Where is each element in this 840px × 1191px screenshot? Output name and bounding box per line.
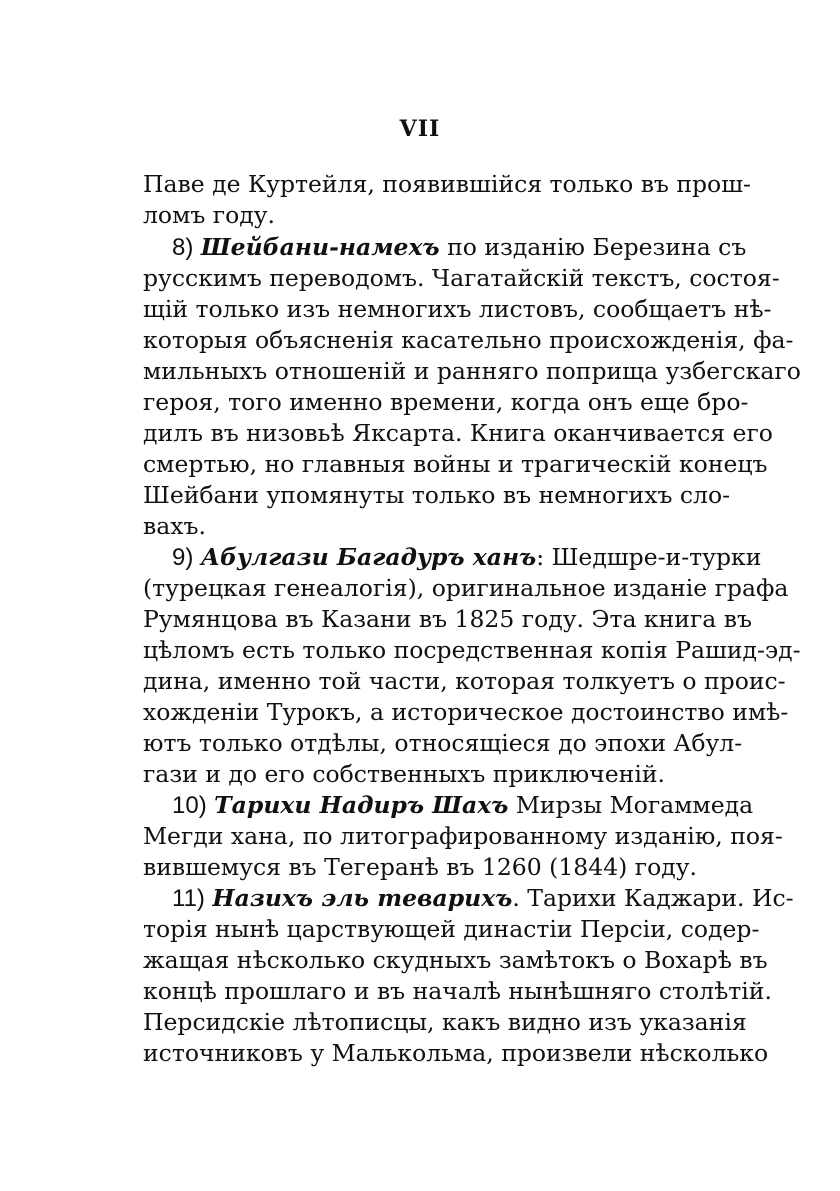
line-text: источниковъ у Малькольма, произвели нѣсколько (143, 1039, 769, 1067)
item-title: Шейбани-намехъ (200, 233, 440, 261)
line-text: ломъ году. (143, 201, 276, 229)
line-text: цѣломъ есть только посредственная копія Рашид-эд- (143, 636, 801, 664)
line-text: щій только изъ немногихъ листовъ, сообщаетъ нѣ- (143, 295, 772, 323)
line-text: хожденіи Турокъ, а историческое достоинство имѣ- (143, 698, 789, 726)
line-text: русскимъ переводомъ. Чагатайскій текстъ, состоя- (143, 264, 780, 292)
item-title: Тарихи Надиръ Шахъ (214, 791, 509, 819)
line-text: торія нынѣ царствующей династіи Персіи, содер- (143, 915, 760, 943)
line-text: мильныхъ отношеній и ранняго поприща узбегскаго (143, 357, 801, 385)
page-number: VII (399, 116, 441, 142)
text-line (143, 197, 715, 233)
line-text: которыя объясненія касательно происхожденія, фа- (143, 326, 794, 354)
text-line (143, 1035, 769, 1071)
line-text: по изданію Березина съ (447, 233, 747, 261)
line-text: ютъ только отдѣлы, относящіеся до эпохи Абул- (143, 729, 743, 757)
line-text: Шейбани упомянуты только въ немногихъ сло- (143, 481, 731, 509)
line-text: героя, того именно времени, когда онъ еще бро- (143, 388, 749, 416)
line-text: дилъ въ низовьѣ Яксарта. Книга оканчивается его (143, 419, 773, 447)
line-text: гази и до его собственныхъ приключеній. (143, 760, 665, 788)
line-text: Паве де Куртейля, появившійся только въ прош- (143, 170, 751, 198)
line-text: дина, именно той части, которая толкуетъ о проис- (143, 667, 786, 695)
line-text: Мирзы Могаммеда (515, 791, 754, 819)
item-number: 8) (172, 234, 194, 261)
line-text: (турецкая генеалогія), оригинальное изданіе графа (143, 574, 789, 602)
line-text: Мегди хана, по литографированному изданію, поя- (143, 822, 783, 850)
line-text: вившемуся въ Тегеранѣ въ 1260 (1844) году. (143, 853, 698, 881)
line-text: концѣ прошлаго и въ началѣ нынѣшняго столѣтій. (143, 977, 772, 1005)
line-text: жащая нѣсколько скудныхъ замѣтокъ о Вохарѣ въ (143, 946, 768, 974)
line-text: Персидскіе лѣтописцы, какъ видно изъ указанія (143, 1008, 747, 1036)
item-title: Назихъ эль теварихъ (212, 884, 513, 912)
item-number: 9) (172, 544, 194, 571)
line-text: смертью, но главныя войны и трагическій конецъ (143, 450, 768, 478)
line-text: : Шедшре-и-турки (536, 543, 762, 571)
item-number: 11) (172, 885, 205, 912)
line-text: вахъ. (143, 512, 206, 540)
item-title: Абулгази Багадуръ ханъ (200, 543, 537, 571)
line-text: . Тарихи Каджари. Ис- (512, 884, 794, 912)
item-number: 10) (172, 792, 207, 819)
line-text: Румянцова въ Казани въ 1825 году. Эта книга въ (143, 605, 752, 633)
